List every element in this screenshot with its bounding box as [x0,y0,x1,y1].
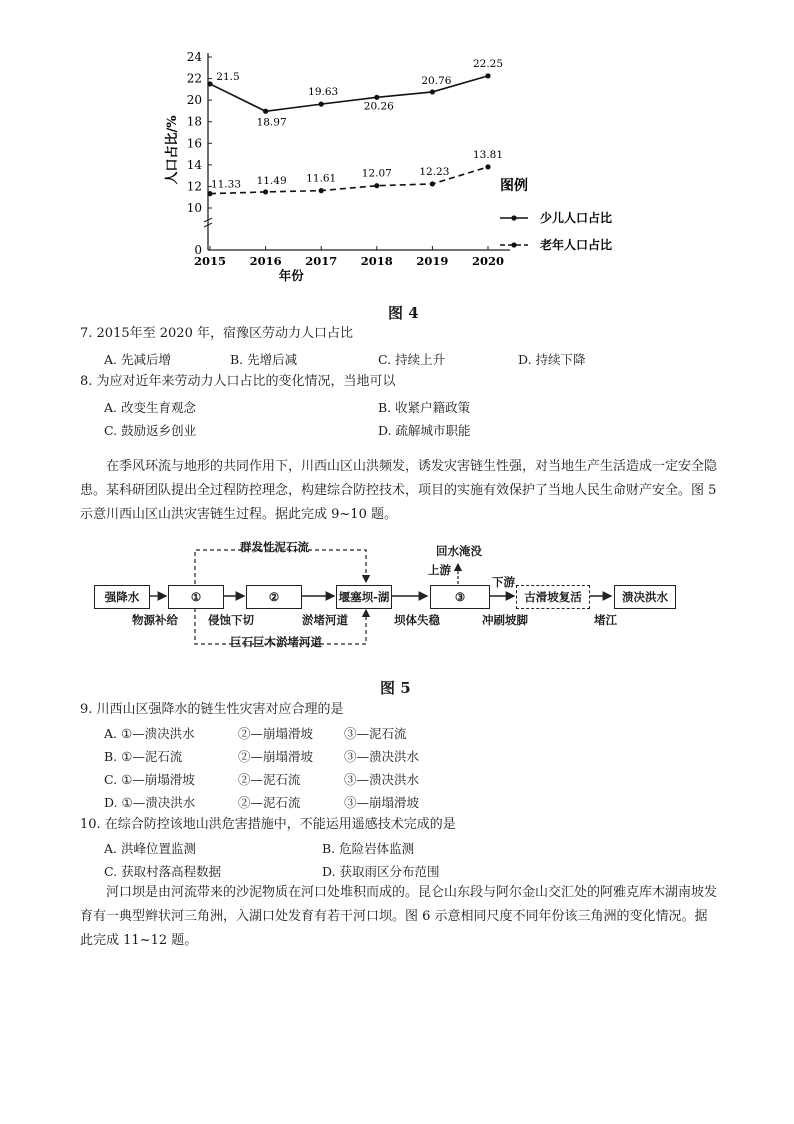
figure-5-caption: 图 5 [380,679,411,697]
legend-marker [511,242,516,247]
q9-option-c-1[interactable]: C. ①—崩塌滑坡 [104,772,195,787]
question-9-stem: 9. 川西山区强降水的链生性灾害对应合理的是 [80,702,344,717]
data-point [430,89,435,94]
legend-title: 图例 [500,178,528,194]
y-tick-label: 24 [186,50,202,64]
population-ratio-chart [160,40,640,290]
q7-option-b[interactable]: B. 先增后减 [230,352,298,367]
legend-marker [511,215,516,220]
q9-option-c-3: ③—溃决洪水 [344,772,420,787]
data-point [374,183,379,188]
q9-option-b-1[interactable]: B. ①—泥石流 [104,749,183,764]
legend-label: 老年人口占比 [540,238,613,252]
data-point [263,189,268,194]
x-tick-label: 2019 [416,254,449,268]
label-debris-flow: 群发性泥石流 [240,540,309,554]
data-label: 11.49 [256,174,287,187]
q7-option-c[interactable]: C. 持续上升 [378,352,446,367]
q8-option-d[interactable]: D. 疏解城市职能 [378,423,471,438]
q9-option-b-2: ②—崩塌滑坡 [238,749,314,764]
data-point [319,188,324,193]
y-axis-title: 人口占比/% [165,115,180,185]
q8-option-a[interactable]: A. 改变生育观念 [104,400,196,415]
label-upstream: 上游 [428,563,451,577]
x-tick-label: 2017 [305,254,338,268]
data-label: 21.5 [216,70,240,83]
q7-option-d[interactable]: D. 持续下降 [518,352,586,367]
data-label: 22.25 [472,57,504,70]
flood-chain-diagram [90,538,710,658]
label-dam-failure: 坝体失稳 [394,613,440,627]
passage-river-mouth-bar: 河口坝是由河流带来的沙泥物质在河口处堆积而成的。昆仑山东段与阿尔金山交汇处的阿雅克库木湖南坡发育有一典型辫状河三角洲，入湖口处发育有若干河口坝。图 6 示意相同尺度不同年份该三角洲的变化情况。据此完成 11~12 题。 [80,885,718,948]
q10-option-c[interactable]: C. 获取村落高程数据 [104,864,222,879]
q8-option-c[interactable]: C. 鼓励返乡创业 [104,423,197,438]
y-tick-label: 22 [186,71,202,86]
q10-option-a[interactable]: A. 洪峰位置监测 [104,841,196,856]
y-tick-label: 14 [186,157,202,172]
q7-option-a[interactable]: A. 先减后增 [104,352,171,367]
passage-flood-chain: 在季风环流与地形的共同作用下，川西山区山洪频发，诱发灾害链生性强，对当地生产生活造成一定安全隐患。某科研团队提出全过程防控理念，构建综合防控技术，项目的实施有效保护了当地人民生命财产安全。图 5 示意川西山区山洪灾害链生过程。据此完成 9~10 题。 [80,459,718,522]
box-outburst-flood: 溃决洪水 [614,585,676,609]
box-3: ③ [430,585,490,609]
data-point [374,95,379,100]
q9-option-a-2: ②—崩塌滑坡 [238,726,314,741]
label-material-supply: 物源补给 [132,613,178,627]
q10-option-b[interactable]: B. 危险岩体监测 [322,841,415,856]
y-tick-label: 16 [186,136,202,151]
label-downstream: 下游 [492,575,515,589]
data-label: 11.61 [306,172,337,185]
q9-option-a-3: ③—泥石流 [344,726,407,741]
data-point [319,102,324,107]
data-point [207,81,212,86]
x-tick-label: 2016 [249,254,282,268]
data-label: 12.23 [419,165,450,178]
data-label: 11.33 [210,178,242,191]
label-erosion: 侵蚀下切 [208,613,254,627]
y-tick-label: 0 [194,243,202,257]
data-point [263,109,268,114]
label-river-blockage: 堵江 [594,613,617,627]
question-10-stem: 10. 在综合防控该地山洪危害措施中，不能运用遥感技术完成的是 [80,817,456,832]
q8-option-b[interactable]: B. 收紧户籍政策 [378,400,471,415]
y-tick-label: 10 [186,201,202,215]
q9-option-d-3: ③—崩塌滑坡 [344,795,420,810]
q9-option-c-2: ②—泥石流 [238,772,301,787]
data-label: 13.81 [472,148,504,161]
data-label: 19.63 [308,86,339,99]
box-heavy-rain: 强降水 [94,585,150,609]
q9-option-a-1[interactable]: A. ①—溃决洪水 [104,726,195,741]
figure-4-caption: 图 4 [388,304,419,322]
label-backwater: 回水淹没 [436,544,482,558]
question-7-stem: 7. 2015年至 2020 年，宿豫区劳动力人口占比 [80,326,353,341]
q9-option-d-2: ②—泥石流 [238,795,301,810]
data-point [485,73,490,78]
y-tick-label: 12 [186,179,202,194]
y-tick-label: 20 [186,93,202,108]
x-axis-title: 年份 [278,268,304,283]
x-tick-label: 2018 [360,254,393,268]
data-point [207,191,212,196]
box-ancient-landslide: 古滑坡复活 [516,585,590,609]
data-point [430,181,435,186]
box-2: ② [246,585,302,609]
q9-option-b-3: ③—溃决洪水 [344,749,420,764]
data-point [485,164,490,169]
legend-label: 少儿人口占比 [540,211,613,225]
q9-option-d-1[interactable]: D. ①—溃决洪水 [104,795,196,810]
box-1: ① [168,585,224,609]
label-boulder-blockage: 巨石巨木淤堵河道 [230,635,322,649]
data-label: 18.97 [256,116,287,129]
y-tick-label: 18 [186,114,202,129]
label-channel-blockage: 淤堵河道 [302,613,348,627]
box-dam-lake: 堰塞坝-湖 [336,585,392,609]
x-tick-label: 2015 [193,254,227,268]
q10-option-d[interactable]: D. 获取雨区分布范围 [322,864,440,879]
data-label: 12.07 [361,167,392,180]
label-slope-scour: 冲刷坡脚 [482,613,528,627]
data-label: 20.76 [421,74,452,87]
question-8-stem: 8. 为应对近年来劳动力人口占比的变化情况，当地可以 [80,374,396,389]
data-label: 20.26 [363,100,394,113]
x-tick-label: 2020 [471,254,505,268]
